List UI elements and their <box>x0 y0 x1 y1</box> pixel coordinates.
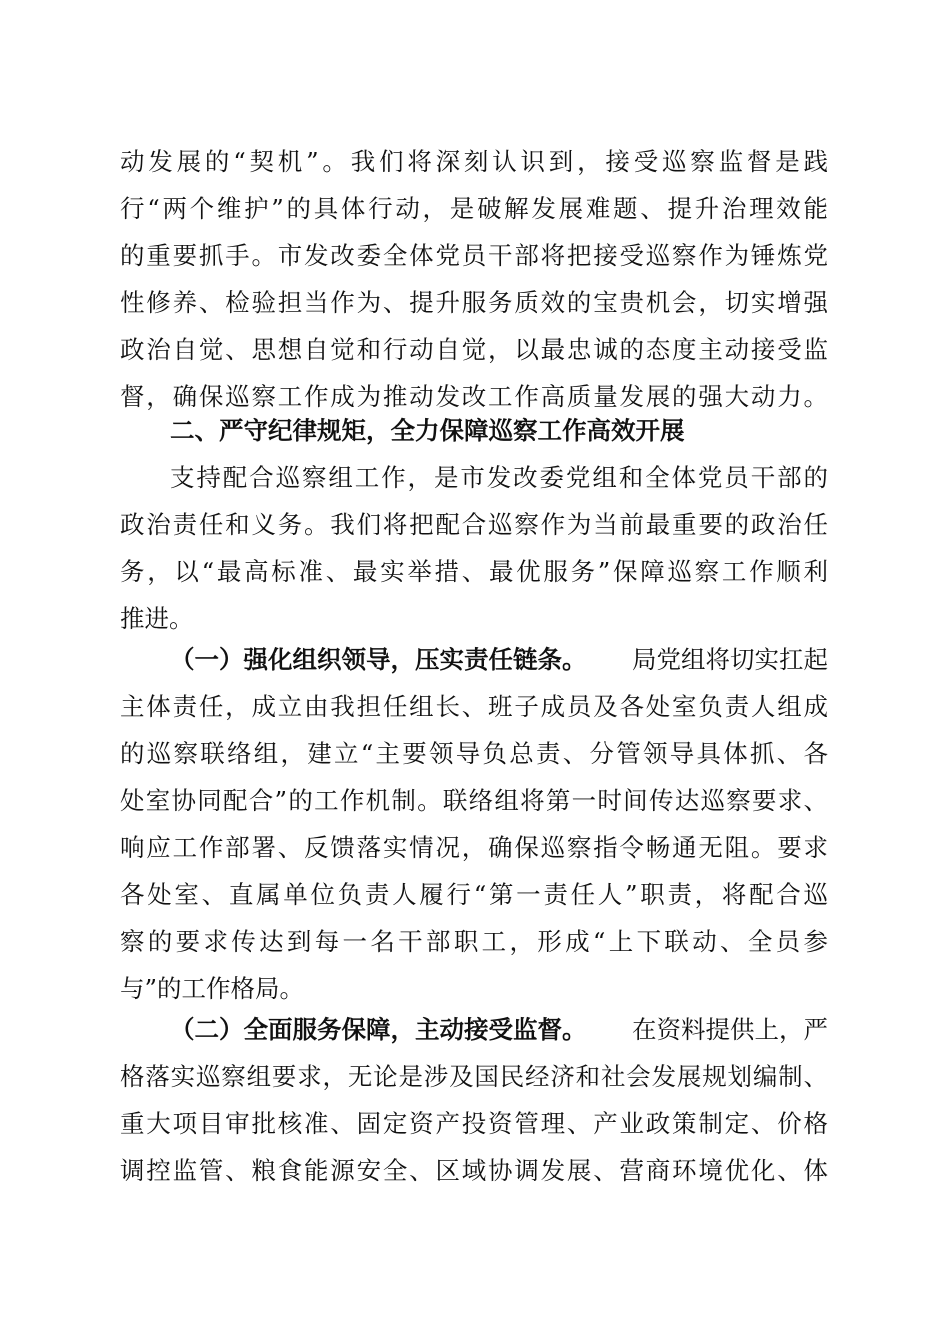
paragraph-2-line-3: 务，以“最高标准、最实举措、最优服务”保障巡察工作顺利 <box>120 557 828 586</box>
paragraph-1-line-2: 行“两个维护”的具体行动，是破解发展难题、提升治理效能 <box>120 194 828 223</box>
paragraph-2-line-2: 政治责任和义务。我们将把配合巡察作为当前最重要的政治任 <box>120 510 828 539</box>
subsection-1-first-line <box>170 640 828 680</box>
paragraph-1-line-1: 动发展的“契机”。我们将深刻认识到，接受巡察监督是践 <box>120 147 828 176</box>
section-heading: 二、严守纪律规矩，全力保障巡察工作高效开展 <box>170 416 685 445</box>
subsection-2-first-line <box>170 1010 828 1050</box>
subsection-1-lead: （一）强化组织领导，压实责任链条。 <box>170 645 587 674</box>
subsection-1-line-4: 处室协同配合”的工作机制。联络组将第一时间传达巡察要求、 <box>120 786 828 815</box>
subsection-1-line-7: 察的要求传达到每一名干部职工，形成“上下联动、全员参 <box>120 927 828 956</box>
subsection-1-first-line-rest: 局党组将切实扛起 <box>632 645 828 674</box>
subsection-2-line-3: 重大项目审批核准、固定资产投资管理、产业政策制定、价格 <box>120 1109 828 1138</box>
paragraph-1-line-6: 督，确保巡察工作成为推动发改工作高质量发展的强大动力。 <box>120 382 828 411</box>
subsection-2-first-line-rest: 在资料提供上，严 <box>632 1015 828 1044</box>
subsection-1-line-2: 主体责任，成立由我担任组长、班子成员及各处室负责人组成 <box>120 692 828 721</box>
subsection-1-line-6: 各处室、直属单位负责人履行“第一责任人”职责，将配合巡 <box>120 880 828 909</box>
subsection-2-line-2: 格落实巡察组要求，无论是涉及国民经济和社会发展规划编制、 <box>120 1062 828 1091</box>
paragraph-1-line-3: 的重要抓手。市发改委全体党员干部将把接受巡察作为锤炼党 <box>120 241 828 270</box>
paragraph-1-line-4: 性修养、检验担当作为、提升服务质效的宝贵机会，切实增强 <box>120 288 828 317</box>
subsection-2-lead: （二）全面服务保障，主动接受监督。 <box>170 1015 587 1044</box>
subsection-1-line-3: 的巡察联络组，建立“主要领导负总责、分管领导具体抓、各 <box>120 739 828 768</box>
paragraph-2-line-1: 支持配合巡察组工作，是市发改委党组和全体党员干部的 <box>170 463 828 492</box>
subsection-2-line-4: 调控监管、粮食能源安全、区域协调发展、营商环境优化、体 <box>120 1156 828 1185</box>
paragraph-1-line-5: 政治自觉、思想自觉和行动自觉，以最忠诚的态度主动接受监 <box>120 335 828 364</box>
paragraph-2-line-4: 推进。 <box>120 604 194 633</box>
subsection-1-line-5: 响应工作部署、反馈落实情况，确保巡察指令畅通无阻。要求 <box>120 833 828 862</box>
subsection-1-line-8: 与”的工作格局。 <box>120 974 305 1003</box>
